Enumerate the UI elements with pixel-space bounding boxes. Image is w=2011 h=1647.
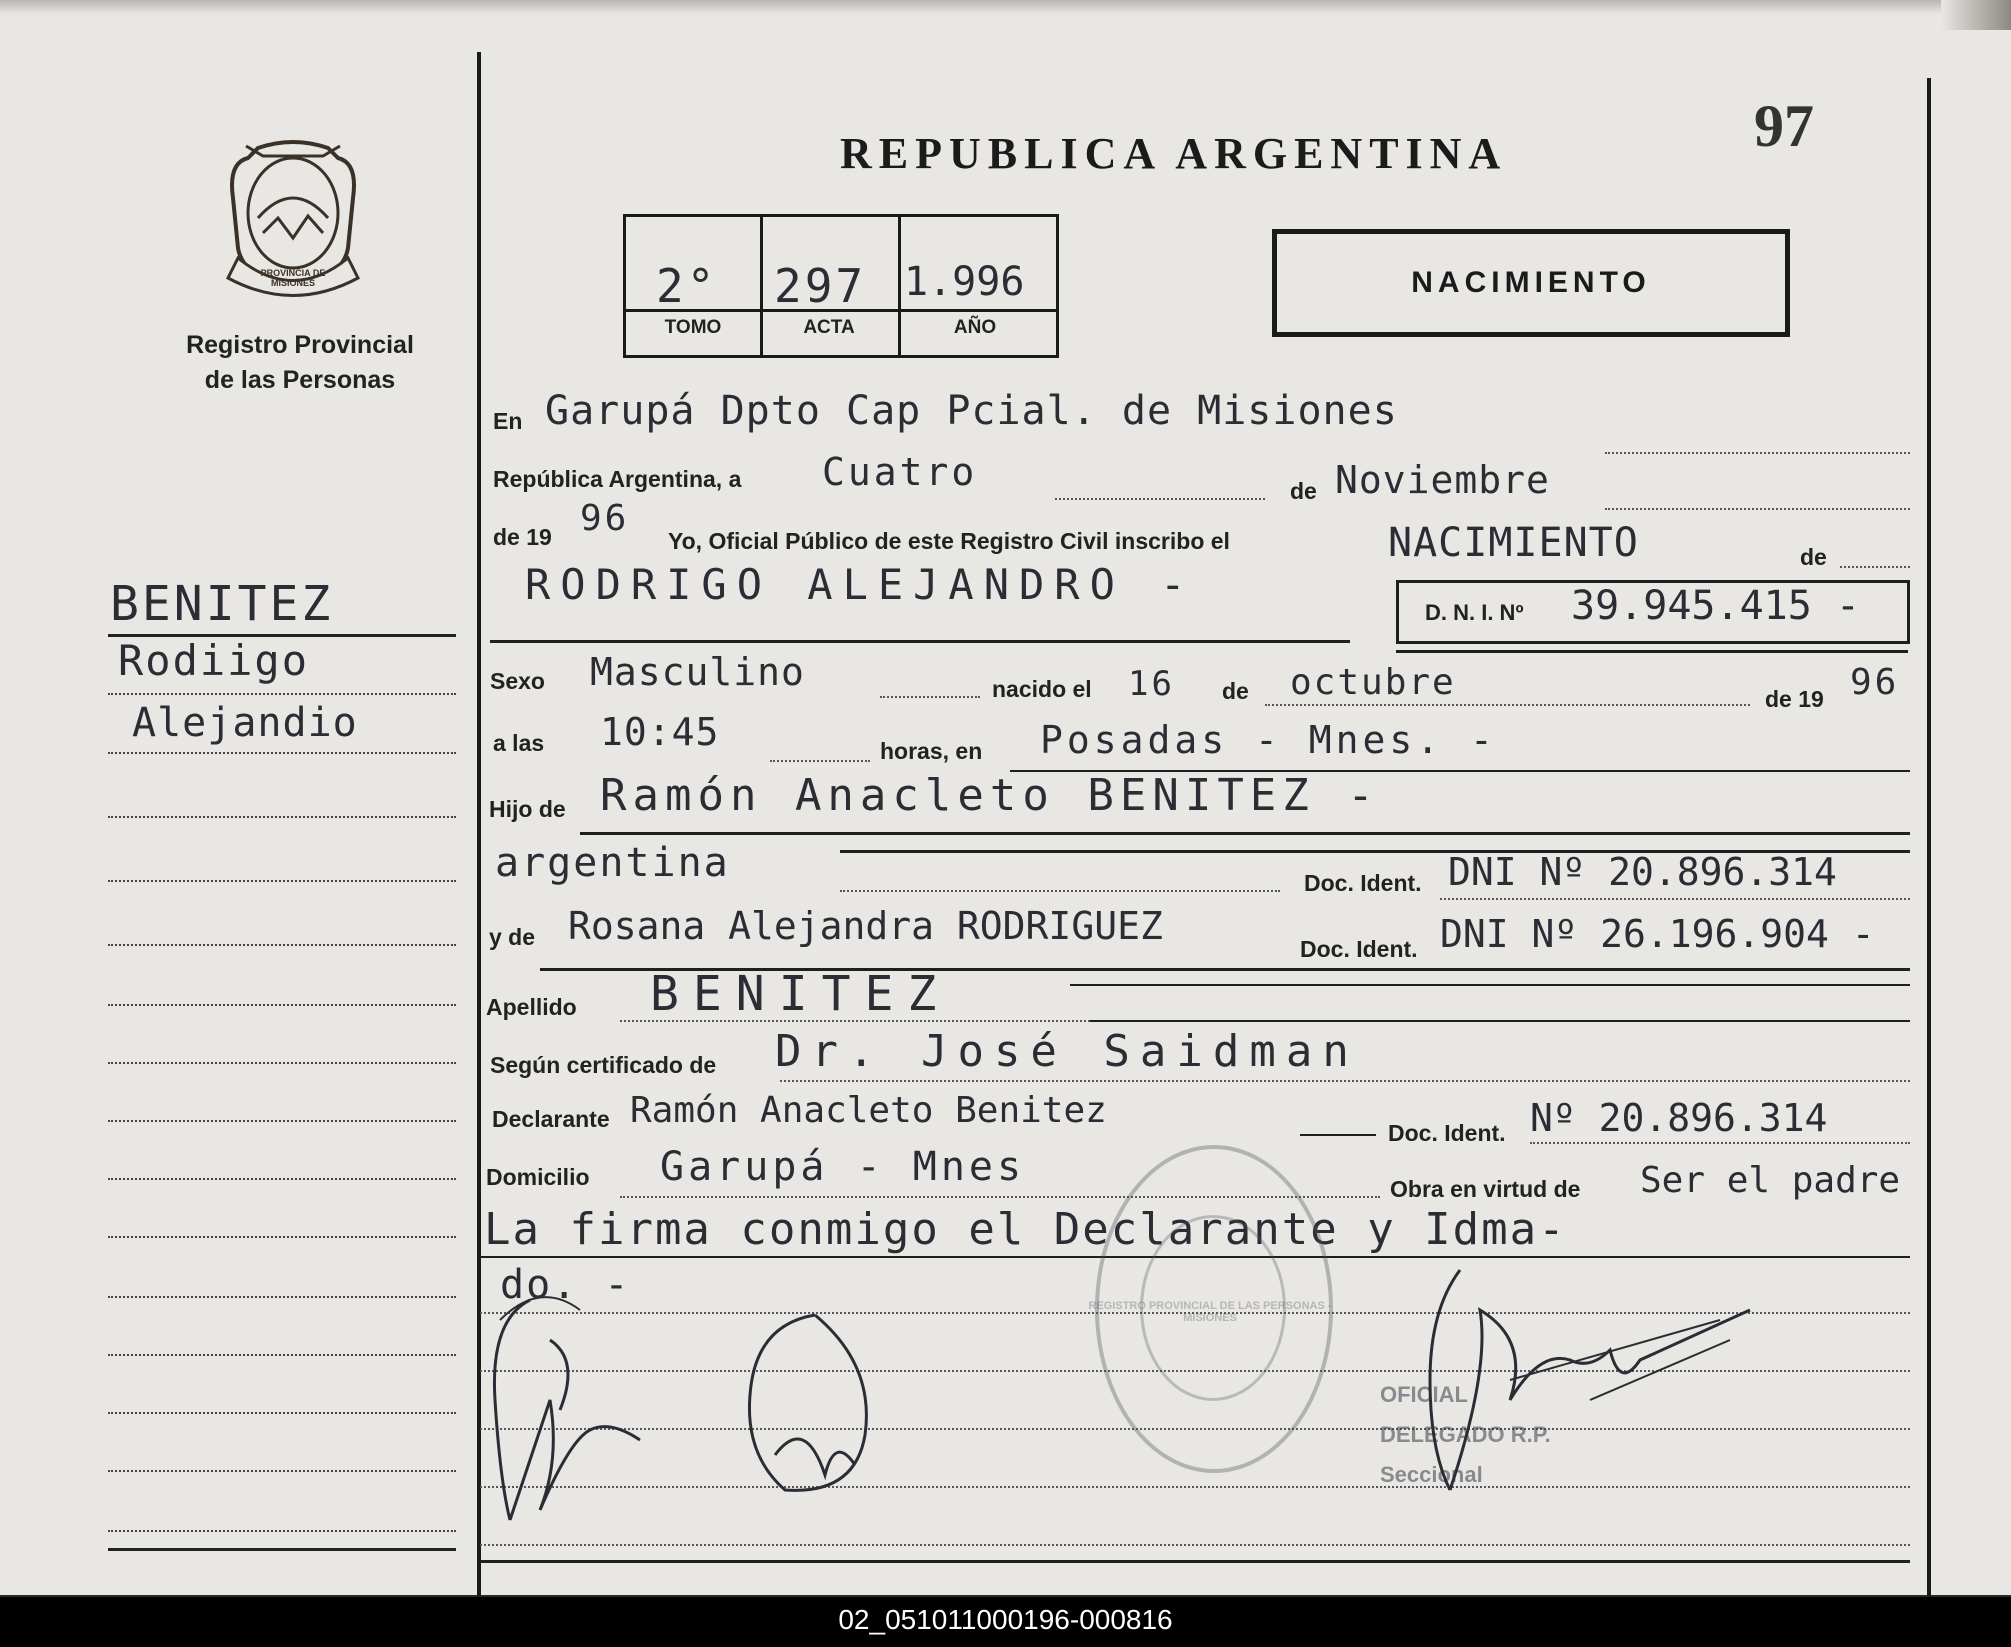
day-value: Cuatro (822, 450, 978, 494)
paper-corner-shadow (1941, 0, 2011, 30)
apellido-rule (620, 1020, 1090, 1022)
domicilio-value: Garupá - Mnes (660, 1144, 1026, 1190)
stamp-line-3: Seccional (1380, 1462, 1483, 1487)
obra-label: Obra en virtud de (1390, 1176, 1581, 1202)
declarant-signature-icon (470, 1280, 720, 1560)
sexo-value: Masculino (590, 650, 805, 694)
y-de-label: y de (489, 924, 536, 950)
margin-rule (108, 1004, 456, 1006)
issuer-name-line2: de las Personas (204, 366, 396, 394)
birth-month-rule (1265, 704, 1750, 706)
dni-rule (1396, 650, 1908, 653)
year-value: 96 (580, 498, 630, 539)
page-title: REPUBLICA ARGENTINA (840, 129, 1508, 178)
apellido-label: Apellido (486, 994, 577, 1020)
margin-rule (108, 1412, 456, 1414)
closing-line-1: La firma conmigo el Declarante y Idma- (484, 1204, 1567, 1255)
record-type: NACIMIENTO (1411, 266, 1651, 299)
hour-rule (770, 760, 870, 762)
nacido-label: nacido el (992, 676, 1092, 702)
mother-name-value: Rosana Alejandra RODRIGUEZ (568, 904, 1163, 948)
footer-document-id: 02_051011000196-000816 (838, 1604, 1173, 1635)
father-doc-rule (1440, 898, 1910, 900)
horas-en-label: horas, en (880, 738, 983, 764)
ano-value: 1.996 (904, 259, 1025, 305)
republica-label: República Argentina, a (493, 466, 742, 492)
margin-rule (108, 634, 456, 637)
inscribo-rule (1840, 566, 1910, 568)
a-las-label: a las (493, 730, 545, 756)
seal-text: REGISTRO PROVINCIAL DE LAS PERSONAS - MISIONES (1088, 1300, 1332, 1324)
father-doc-label: Doc. Ident. (1304, 870, 1422, 896)
declarante-doc-value: Nº 20.896.314 (1530, 1096, 1828, 1140)
apellido-rule-2 (1090, 1020, 1910, 1022)
declarante-doc-label: Doc. Ident. (1388, 1120, 1506, 1146)
father-name-value: Ramón Anacleto BENITEZ - (600, 770, 1380, 821)
dni-box (1396, 580, 1910, 644)
hour-value: 10:45 (600, 710, 720, 754)
child-name-value: RODRIGO ALEJANDRO - (525, 560, 1196, 609)
place-value: Garupá Dpto Cap Pcial. de Misiones (545, 388, 1398, 434)
month-value: Noviembre (1335, 458, 1550, 502)
tomo-label: TOMO (664, 317, 722, 338)
father-nationality-value: argentina (495, 840, 730, 886)
certificado-value: Dr. José Saidman (775, 1026, 1359, 1077)
domicilio-label: Domicilio (486, 1164, 590, 1190)
margin-rule (108, 880, 456, 882)
birth-year-prefix-label: de 19 (1765, 686, 1824, 712)
inscribo-label: Yo, Oficial Público de este Registro Civil inscribo el (668, 528, 1230, 554)
dni-label: D. N. I. Nº (1425, 600, 1524, 625)
margin-rule (108, 1178, 456, 1180)
obra-value: Ser el padre (1640, 1160, 1901, 1201)
birth-day-value: 16 (1128, 664, 1175, 704)
birth-year-value: 96 (1850, 662, 1900, 703)
inscribo-de-label: de (1800, 544, 1827, 570)
dni-value: 39.945.415 - (1571, 583, 1860, 629)
paper-edge-shadow (0, 0, 2011, 14)
acta-value: 297 (774, 259, 867, 313)
margin-rule (108, 1296, 456, 1298)
closing-line-2: do. - (500, 1262, 631, 1308)
mother-doc-label: Doc. Ident. (1300, 936, 1418, 962)
margin-rule (108, 1354, 456, 1356)
sexo-rule (880, 696, 980, 698)
nationality-rule (840, 890, 1280, 892)
sexo-label: Sexo (490, 668, 545, 694)
margin-rule (108, 1120, 456, 1122)
margin-rule (108, 693, 456, 695)
emblem-label: PROVINCIA DE MISIONES (260, 268, 326, 288)
margin-rule (108, 752, 456, 754)
margin-rule (108, 816, 456, 818)
year-prefix-label: de 19 (493, 524, 552, 550)
inscribo-value: NACIMIENTO (1388, 520, 1639, 566)
officer-signature-icon (1390, 1250, 1770, 1510)
tomo-value: 2° (656, 259, 718, 313)
stamp-line-1: OFICIAL (1380, 1382, 1468, 1407)
margin-rule (108, 1236, 456, 1238)
mother-doc-value: DNI Nº 26.196.904 - (1440, 912, 1875, 956)
page-number: 97 (1754, 93, 1814, 159)
en-rule (1605, 452, 1910, 454)
name-rule (490, 640, 1350, 643)
margin-rule (108, 1062, 456, 1064)
mother-rule-2 (1070, 984, 1910, 986)
issuer-name-line1: Registro Provincial (186, 331, 414, 359)
margin-given-name-1: Rodiigo (118, 636, 310, 685)
father-doc-value: DNI Nº 20.896.314 (1448, 850, 1837, 894)
margin-rule (108, 1470, 456, 1472)
record-type-box (1272, 229, 1790, 337)
margin-given-name-2: Alejandio (132, 700, 358, 746)
record-number-box (623, 214, 1059, 358)
certificado-rule (780, 1080, 1910, 1082)
de-label: de (1290, 478, 1317, 504)
apellido-value: BENITEZ (650, 966, 951, 1022)
declarante-rule (1300, 1134, 1376, 1136)
declarante-value: Ramón Anacleto Benitez (630, 1090, 1107, 1131)
margin-surname: BENITEZ (110, 576, 334, 632)
margin-rule (108, 944, 456, 946)
hijo-de-label: Hijo de (489, 796, 566, 822)
father-name-rule (580, 832, 1910, 835)
certificado-label: Según certificado de (490, 1052, 717, 1078)
ano-label: AÑO (953, 317, 997, 338)
body-bottom-rule (480, 1560, 1910, 1563)
acta-label: ACTA (803, 317, 855, 338)
issuer-name (150, 328, 450, 398)
right-border-rule (1927, 78, 1931, 1597)
day-rule (1055, 498, 1265, 500)
stamp-line-2: DELEGADO R.P. (1380, 1422, 1551, 1447)
nacido-de-label: de (1222, 678, 1249, 704)
declarante-doc-rule (1530, 1142, 1910, 1144)
margin-rule (108, 1530, 456, 1532)
birth-month-value: octubre (1290, 662, 1456, 703)
month-rule (1605, 508, 1910, 510)
declarante-label: Declarante (492, 1106, 610, 1132)
margin-rule (108, 1548, 456, 1551)
birth-place-value: Posadas - Mnes. - (1040, 718, 1497, 762)
witness-signature-icon (735, 1305, 895, 1505)
en-label: En (493, 408, 523, 434)
